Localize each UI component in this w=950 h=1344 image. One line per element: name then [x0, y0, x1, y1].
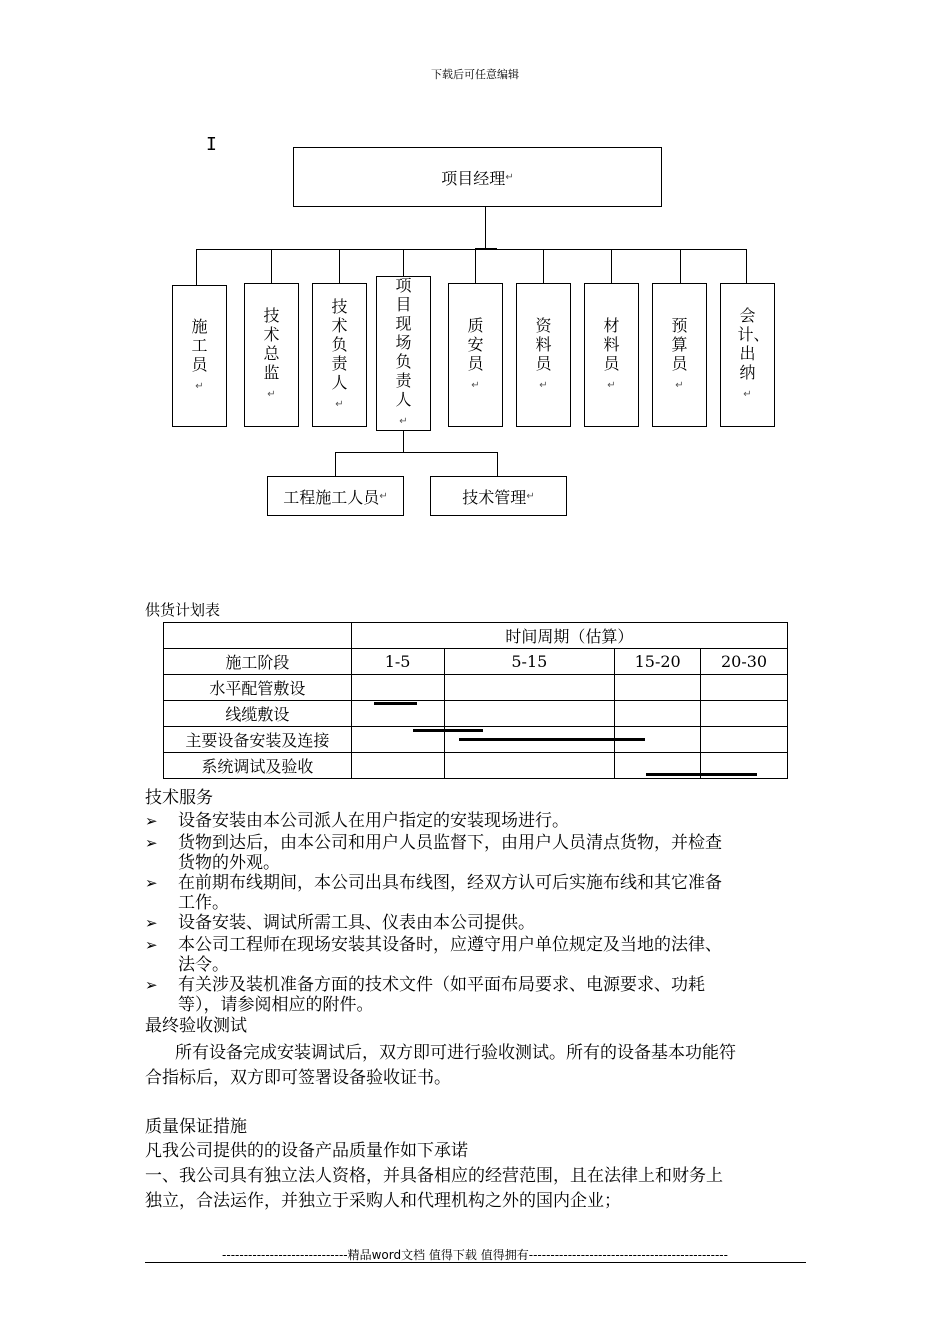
org-role-label: 质安员	[467, 315, 484, 373]
list-item-text: 有关涉及装机准备方面的技术文件（如平面布局要求、电源要求、功耗	[178, 975, 705, 995]
org-root-box[interactable]	[293, 147, 662, 207]
connector-line	[680, 249, 681, 283]
org-role-box[interactable]	[584, 283, 639, 427]
org-role-label: 施工员	[191, 316, 208, 374]
paragraph-mark-icon: ↵	[471, 379, 480, 391]
footer-rule	[145, 1262, 806, 1263]
table-cell	[615, 701, 701, 727]
acceptance-title: 最终验收测试	[145, 1016, 247, 1036]
bullet-arrow-icon: ➢	[145, 936, 158, 954]
paragraph-mark-icon: ↵	[675, 379, 684, 391]
org-root-label: 项目经理	[441, 168, 506, 188]
org-role-label: 预算员	[671, 315, 688, 373]
org-sub-box[interactable]	[267, 476, 404, 516]
period-header-cell: 时间周期（估算）	[351, 623, 787, 649]
org-role-box[interactable]	[720, 283, 775, 427]
table-cell	[444, 753, 615, 779]
list-item-text: 法令。	[178, 955, 229, 975]
list-item	[145, 833, 810, 873]
list-item	[145, 913, 810, 933]
connector-line	[196, 249, 197, 285]
paragraph-mark-icon: ↵	[539, 379, 548, 391]
paragraph-mark-icon: ↵	[267, 389, 276, 400]
bullet-arrow-icon: ➢	[145, 834, 158, 852]
connector-line	[335, 452, 498, 453]
connector-line	[485, 207, 486, 249]
list-item-text: 货物到达后，由本公司和用户人员监督下，由用户人员清点货物，并检查	[178, 833, 722, 853]
list-item-text: 等），请参阅相应的附件。	[178, 995, 374, 1015]
paragraph-mark-icon: ↵	[335, 398, 344, 410]
footer-text: -----------------------------精品word文档 值得下载 值得拥有----------------------------------------------	[222, 1248, 728, 1262]
gantt-bar	[413, 729, 483, 732]
connector-line	[746, 249, 747, 283]
list-item-text: 工作。	[178, 893, 229, 913]
list-item	[145, 935, 810, 975]
org-role-box[interactable]	[172, 285, 227, 427]
list-item	[145, 975, 810, 1015]
org-role-label: 技术总监	[263, 306, 280, 382]
connector-line	[271, 249, 272, 283]
paragraph-mark-icon: ↵	[607, 379, 616, 391]
table-cell	[615, 675, 701, 701]
bullet-arrow-icon: ➢	[145, 874, 158, 892]
table-cell	[701, 701, 788, 727]
table-row	[164, 701, 788, 727]
connector-line	[497, 452, 498, 476]
table-row	[164, 623, 788, 649]
quality-intro: 凡我公司提供的的设备产品质量作如下承诺	[145, 1141, 468, 1161]
org-role-label: 材料员	[603, 315, 620, 373]
supply-plan-table	[163, 622, 788, 779]
org-role-box[interactable]	[652, 283, 707, 427]
connector-line	[543, 249, 544, 283]
table-cell	[351, 675, 444, 701]
bullet-arrow-icon: ➢	[145, 812, 158, 830]
table-row	[164, 649, 788, 675]
list-item-text: 在前期布线期间，本公司出具布线图，经双方认可后实施布线和其它准备	[178, 873, 722, 893]
list-item	[145, 873, 810, 913]
list-item	[145, 811, 810, 831]
connector-line	[403, 249, 404, 276]
org-role-label: 项目现场负责人	[395, 276, 412, 409]
table-cell	[701, 675, 788, 701]
bullet-arrow-icon: ➢	[145, 914, 158, 932]
list-item-text: 货物的外观。	[178, 853, 280, 873]
period-cell: 5-15	[444, 649, 615, 675]
bullet-arrow-icon: ➢	[145, 976, 158, 994]
tech-service-title: 技术服务	[145, 788, 213, 808]
paragraph-mark-icon: ↵	[195, 380, 204, 392]
stage-header-cell: 施工阶段	[164, 649, 352, 675]
quality-title: 质量保证措施	[145, 1117, 247, 1137]
table-row	[164, 675, 788, 701]
list-item-text: 设备安装、调试所需工具、仪表由本公司提供。	[178, 913, 535, 933]
paragraph-mark-icon: ↵	[379, 490, 388, 502]
org-role-label: 资料员	[535, 315, 552, 373]
org-role-box[interactable]	[448, 283, 503, 427]
stage-cell: 水平配管敷设	[164, 675, 352, 701]
table-cell	[701, 727, 788, 753]
gantt-bar	[459, 738, 645, 741]
org-role-box[interactable]	[516, 283, 571, 427]
supply-plan-title: 供货计划表	[145, 601, 221, 619]
org-role-label: 会计、出纳	[737, 306, 770, 382]
org-sub-label: 技术管理	[462, 487, 527, 507]
table-cell	[444, 701, 615, 727]
connector-line	[611, 249, 612, 283]
connector-line	[339, 249, 340, 283]
header-note: 下载后可任意编辑	[431, 68, 519, 81]
quality-item-line: 独立，合法运作，并独立于采购人和代理机构之外的国内企业；	[145, 1191, 621, 1211]
stage-cell: 系统调试及验收	[164, 753, 352, 779]
stage-cell: 主要设备安装及连接	[164, 727, 352, 753]
period-cell: 15-20	[615, 649, 701, 675]
paragraph-mark-icon: ↵	[526, 490, 535, 502]
org-role-box[interactable]	[376, 276, 431, 431]
connector-line	[475, 249, 476, 283]
acceptance-paragraph-line: 所有设备完成安装调试后，双方即可进行验收测试。所有的设备基本功能符	[175, 1043, 736, 1063]
org-sub-label: 工程施工人员	[283, 487, 380, 507]
org-role-box[interactable]	[312, 283, 367, 427]
stage-cell: 线缆敷设	[164, 701, 352, 727]
acceptance-paragraph-line: 合指标后，双方即可签署设备验收证书。	[145, 1068, 451, 1088]
connector-line	[335, 452, 336, 476]
gantt-bar	[374, 702, 417, 705]
list-item-text: 本公司工程师在现场安装其设备时，应遵守用户单位规定及当地的法律、	[178, 935, 722, 955]
table-cell	[351, 753, 444, 779]
paragraph-mark-icon: ↵	[399, 416, 408, 427]
table-cell	[164, 623, 352, 649]
org-role-box[interactable]	[244, 283, 299, 427]
period-cell: 1-5	[351, 649, 444, 675]
text-cursor-icon: I	[206, 134, 217, 155]
connector-line	[403, 431, 404, 453]
table-cell	[444, 675, 615, 701]
paragraph-mark-icon: ↵	[505, 171, 514, 183]
gantt-bar	[646, 773, 757, 776]
org-sub-box[interactable]	[430, 476, 567, 516]
period-cell: 20-30	[701, 649, 788, 675]
quality-item-line: 一、我公司具有独立法人资格，并具备相应的经营范围，且在法律上和财务上	[145, 1166, 723, 1186]
list-item-text: 设备安装由本公司派人在用户指定的安装现场进行。	[178, 811, 569, 831]
org-role-label: 技术负责人	[331, 296, 348, 392]
paragraph-mark-icon: ↵	[743, 389, 752, 400]
connector-line	[196, 249, 746, 250]
